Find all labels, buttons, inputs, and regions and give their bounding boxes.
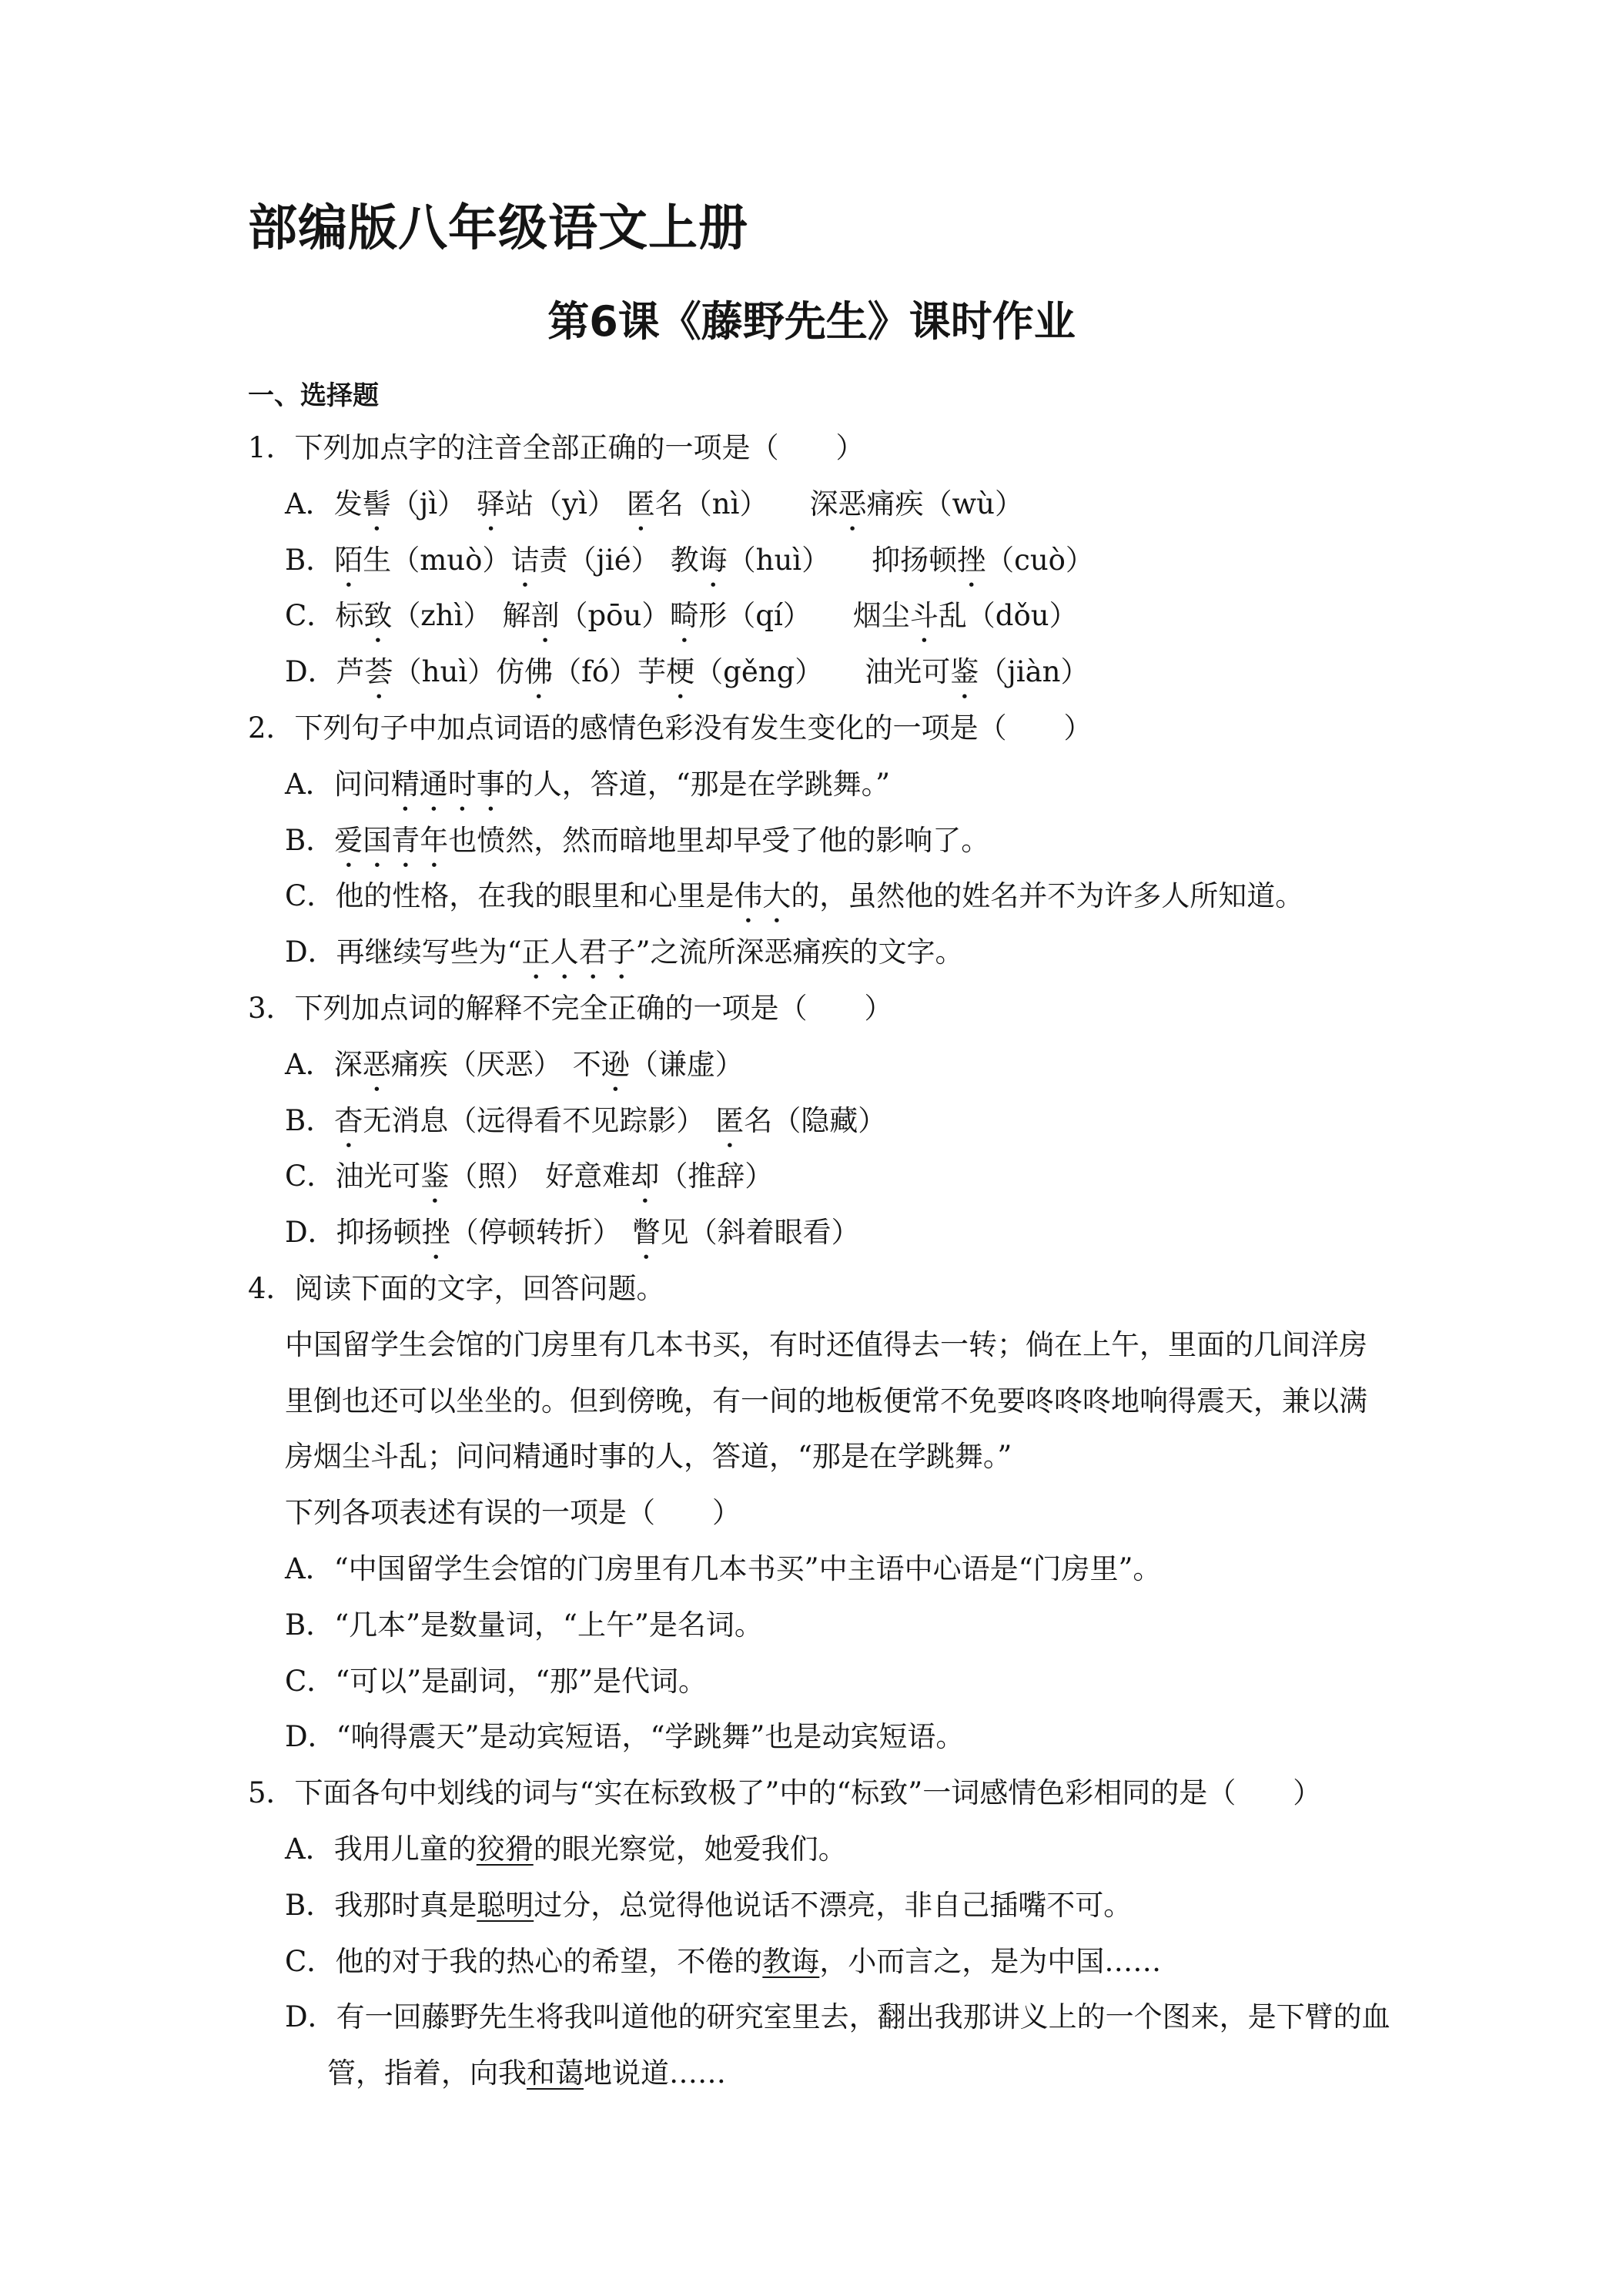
- option-item: [336, 1709, 965, 1766]
- dotted-text: 精通时事: [390, 767, 505, 801]
- text-run: （推辞）: [659, 1160, 774, 1193]
- text-run: （照）: [449, 1160, 535, 1193]
- text-run: 形（qí）: [698, 599, 812, 633]
- text-run: 抑扬顿: [336, 1216, 422, 1250]
- question-number: 3．: [248, 991, 295, 1025]
- option-label: A．: [285, 767, 334, 801]
- option-item: [671, 533, 831, 594]
- text-run: “可以”是副词，“那”是代词。: [335, 1664, 707, 1698]
- dotted-text: 致: [363, 599, 393, 633]
- passage-line: [248, 1429, 1480, 1485]
- text-run: （huì）: [727, 543, 831, 577]
- text-run: 下列句子中加点词语的感情色彩没有发生变化的一项是（ ）: [294, 711, 1093, 745]
- dotted-text: 挫: [957, 543, 986, 577]
- option-item: [477, 477, 616, 537]
- option-label: B．: [285, 823, 335, 857]
- text-run: 中国留学生会馆的门房里有几本书买，有时还值得去一转；倘在上午，里面的几间洋房: [285, 1327, 1367, 1361]
- text-run: 里倒也还可以坐坐的。但到傍晚，有一间的地板便常不免要咚咚咚地响得震天，兼以满: [285, 1384, 1367, 1417]
- text-run: 烟尘: [852, 599, 910, 633]
- text-run: 教: [670, 543, 699, 577]
- dotted-text: 斗: [909, 599, 939, 633]
- dotted-text: 佛: [524, 655, 554, 689]
- option-label: B．: [285, 1608, 335, 1642]
- text-run: ”之流所深恶痛疾的文字。: [635, 935, 964, 969]
- option-label: B．: [285, 543, 335, 577]
- dotted-text: 却: [631, 1160, 660, 1193]
- option-item: [334, 1598, 763, 1654]
- option-item: [334, 1093, 704, 1154]
- lesson-title: 第6课《藤野先生》课时作业: [547, 297, 1076, 346]
- option-item: [335, 1934, 1161, 1990]
- text-run: 地说道……: [584, 2057, 726, 2090]
- option-item: [336, 1205, 621, 1266]
- option-item: [502, 588, 811, 649]
- text-run: 见（斜着眼看）: [660, 1216, 860, 1250]
- text-run: 抑扬顿: [872, 543, 958, 577]
- dotted-text: 杳: [334, 1103, 363, 1137]
- question-prompt: [248, 1485, 1480, 1541]
- text-run: （cuò）: [986, 543, 1094, 577]
- dotted-text: 爱国青年: [334, 823, 449, 857]
- dotted-text: 逊: [601, 1047, 630, 1081]
- underlined-word: 教诲: [762, 1944, 820, 1978]
- dotted-text: 梗: [666, 655, 695, 689]
- text-run: 我用儿童的: [333, 1832, 477, 1866]
- dotted-text: 诘: [510, 543, 540, 577]
- dotted-text: 匿: [715, 1103, 745, 1137]
- option-label: B．: [285, 1103, 335, 1137]
- dotted-text: 驿: [477, 487, 506, 520]
- question-stem: [248, 420, 1480, 477]
- text-run: （谦虚）: [629, 1047, 744, 1081]
- text-run: 深: [809, 487, 838, 520]
- dotted-text: 陌: [334, 543, 363, 577]
- text-run: 下列加点字的注音全部正确的一项是（ ）: [294, 431, 865, 464]
- text-run: 也愤然，然而暗地里却早受了他的影响了。: [448, 823, 990, 857]
- option-label: B．: [285, 1888, 335, 1922]
- option-b: [248, 533, 1480, 589]
- option-label: A．: [285, 1832, 334, 1866]
- text-run: 我那时真是: [334, 1888, 477, 1922]
- option-c: [248, 1934, 1480, 1990]
- text-run: 下列各项表述有误的一项是（ ）: [285, 1496, 741, 1530]
- option-item: [334, 1878, 1132, 1934]
- option-b: [248, 1093, 1480, 1150]
- text-run: （pōu）: [559, 599, 671, 633]
- dotted-text: 恶: [362, 1047, 391, 1081]
- dotted-text: 伟大: [734, 879, 791, 913]
- option-item: [335, 588, 491, 649]
- option-label: D．: [285, 655, 336, 689]
- question-list: [248, 420, 1480, 2102]
- option-item: [336, 644, 824, 705]
- text-run: 再继续写些为“: [336, 935, 522, 969]
- text-run: （jiàn）: [979, 655, 1089, 689]
- option-label: C．: [285, 879, 336, 913]
- option-item: [334, 1822, 847, 1878]
- text-run: 下面各句中划线的词与“实在标致极了”中的“标致”一词感情色彩相同的是（ ）: [294, 1776, 1322, 1810]
- text-run: （huì）仿: [393, 655, 525, 689]
- option-b: [248, 1598, 1480, 1654]
- text-run: 房烟尘斗乱；问问精通时事的人，答道，“那是在学跳舞。”: [285, 1440, 1012, 1474]
- text-run: 他的对于我的热心的希望，不倦的: [335, 1944, 763, 1978]
- option-item: [334, 533, 659, 594]
- option-a: [248, 1541, 1480, 1598]
- dotted-text: 挫: [421, 1216, 450, 1250]
- option-item: [335, 869, 1303, 929]
- question-1: [248, 420, 1480, 701]
- option-item: [334, 757, 890, 818]
- option-d: [248, 925, 1480, 981]
- option-item: [872, 533, 1094, 594]
- question-stem: [248, 701, 1480, 757]
- text-run: 解: [502, 599, 531, 633]
- text-run: 痛疾（wù）: [866, 487, 1023, 520]
- text-run: 下列加点词的解释不完全正确的一项是（ ）: [294, 991, 893, 1025]
- option-continuation: [248, 2046, 1480, 2102]
- text-run: 他的性格，在我的眼里和心里是: [335, 879, 735, 913]
- text-run: 管，指着，向我: [327, 2057, 527, 2090]
- option-label: C．: [285, 1160, 336, 1193]
- option-item: [853, 588, 1078, 649]
- option-label: A．: [285, 1551, 334, 1585]
- passage-line: [248, 1374, 1480, 1430]
- dotted-text: 荟: [364, 655, 393, 689]
- text-run: 的，虽然他的姓名并不为许多人所知道。: [791, 879, 1304, 913]
- option-a: [248, 757, 1480, 813]
- text-run: 过分，总觉得他说话不漂亮，非自己插嘴不可。: [534, 1888, 1133, 1922]
- option-label: D．: [285, 1216, 336, 1250]
- text-run: ，小而言之，是为中国……: [819, 1944, 1162, 1978]
- option-label: A．: [285, 1047, 334, 1081]
- option-label: C．: [285, 1664, 336, 1698]
- text-run: 站（yì）: [505, 487, 616, 520]
- option-d: [248, 644, 1480, 701]
- text-run: 油光可: [865, 655, 951, 689]
- dotted-text: 正人君子: [521, 935, 636, 969]
- question-2: [248, 701, 1480, 981]
- text-run: （fó）芋: [553, 655, 667, 689]
- option-c: [248, 588, 1480, 644]
- text-run: 有一回藤野先生将我叫道他的研究室里去，翻出我那讲义上的一个图来，是下臂的血: [336, 2000, 1390, 2034]
- dotted-text: 髻: [362, 487, 391, 520]
- option-label: A．: [285, 487, 334, 520]
- option-item: [545, 1149, 773, 1210]
- underlined-word: 聪明: [477, 1888, 534, 1922]
- text-run: 乱（dǒu）: [938, 599, 1078, 633]
- passage-line: [248, 1317, 1480, 1374]
- option-item: [335, 1149, 534, 1210]
- document-title: 部编版八年级语文上册: [248, 200, 748, 257]
- dotted-text: 瞥: [631, 1216, 661, 1250]
- text-run: 芦: [336, 655, 365, 689]
- dotted-text: 鉴: [950, 655, 979, 689]
- option-item: [336, 925, 964, 986]
- question-stem: [248, 981, 1480, 1037]
- option-a: [248, 1037, 1480, 1093]
- question-number: 1．: [248, 431, 295, 464]
- dotted-text: 诲: [698, 543, 728, 577]
- option-label: D．: [285, 2000, 336, 2034]
- option-item: [715, 1093, 886, 1154]
- option-a: [248, 1822, 1480, 1878]
- option-item: [334, 1541, 1162, 1598]
- option-item: [573, 1037, 744, 1098]
- text-run: 的人，答道，“那是在学跳舞。”: [504, 767, 891, 801]
- dotted-text: 畸: [670, 599, 699, 633]
- option-b: [248, 813, 1480, 869]
- option-item: [627, 477, 768, 537]
- question-number: 5．: [248, 1776, 295, 1810]
- question-stem: [248, 1261, 1480, 1317]
- question-stem: [248, 1766, 1480, 1822]
- option-a: [248, 477, 1480, 533]
- text-run: 发: [333, 487, 363, 520]
- option-item: [334, 1037, 562, 1098]
- dotted-text: 匿: [626, 487, 655, 520]
- text-run: 名（nì）: [654, 487, 768, 520]
- question-5: [248, 1766, 1480, 2102]
- text-run: （zhì）: [392, 599, 492, 633]
- option-label: D．: [285, 1720, 336, 1754]
- text-run: “响得震天”是动宾短语，“学跳舞”也是动宾短语。: [336, 1720, 965, 1754]
- question-number: 2．: [248, 711, 295, 745]
- text-run: 痛疾（厌恶）: [390, 1047, 562, 1081]
- option-c: [248, 1149, 1480, 1205]
- text-run: （jì）: [390, 487, 467, 520]
- text-run: “几本”是数量词，“上午”是名词。: [334, 1608, 763, 1642]
- option-d: [248, 1709, 1480, 1766]
- question-3: [248, 981, 1480, 1261]
- text-run: “中国留学生会馆的门房里有几本书买”中主语中心语是“门房里”。: [333, 1551, 1162, 1585]
- text-run: 好意难: [545, 1160, 631, 1193]
- dotted-text: 剖: [530, 599, 560, 633]
- text-run: 油光可: [335, 1160, 421, 1193]
- option-b: [248, 1878, 1480, 1934]
- option-label: C．: [285, 599, 336, 633]
- text-run: （停顿转折）: [450, 1216, 621, 1250]
- text-run: 无消息（远得看不见踪影）: [363, 1103, 705, 1137]
- option-d: [248, 1205, 1480, 1261]
- section-heading: 一、选择题: [248, 380, 379, 411]
- option-label: D．: [285, 935, 336, 969]
- text-run: 问问: [333, 767, 391, 801]
- dotted-text: 恶: [838, 487, 867, 520]
- text-run: 名（隐藏）: [744, 1103, 887, 1137]
- dotted-text: 鉴: [420, 1160, 450, 1193]
- underlined-word: 狡猾: [476, 1832, 534, 1866]
- option-item: [334, 477, 466, 537]
- text-run: （gěng）: [694, 655, 824, 689]
- option-item: [865, 644, 1089, 705]
- text-run: 生（muò）: [363, 543, 511, 577]
- option-c: [248, 869, 1480, 925]
- option-label: C．: [285, 1944, 336, 1978]
- question-number: 4．: [248, 1271, 295, 1305]
- option-d: [248, 1990, 1480, 2046]
- text-run: 阅读下面的文字，回答问题。: [294, 1271, 665, 1305]
- option-item: [336, 1990, 1390, 2046]
- option-item: [335, 1654, 707, 1710]
- text-run: 的眼光察觉，她爱我们。: [533, 1832, 847, 1866]
- underlined-word: 和蔼: [527, 2057, 584, 2090]
- question-4: [248, 1261, 1480, 1766]
- option-item: [334, 813, 989, 874]
- text-run: 标: [335, 599, 364, 633]
- text-run: 不: [572, 1047, 601, 1081]
- text-run: 深: [333, 1047, 363, 1081]
- text-run: 责（jié）: [539, 543, 660, 577]
- option-item: [632, 1205, 860, 1266]
- option-c: [248, 1654, 1480, 1710]
- option-item: [809, 477, 1023, 537]
